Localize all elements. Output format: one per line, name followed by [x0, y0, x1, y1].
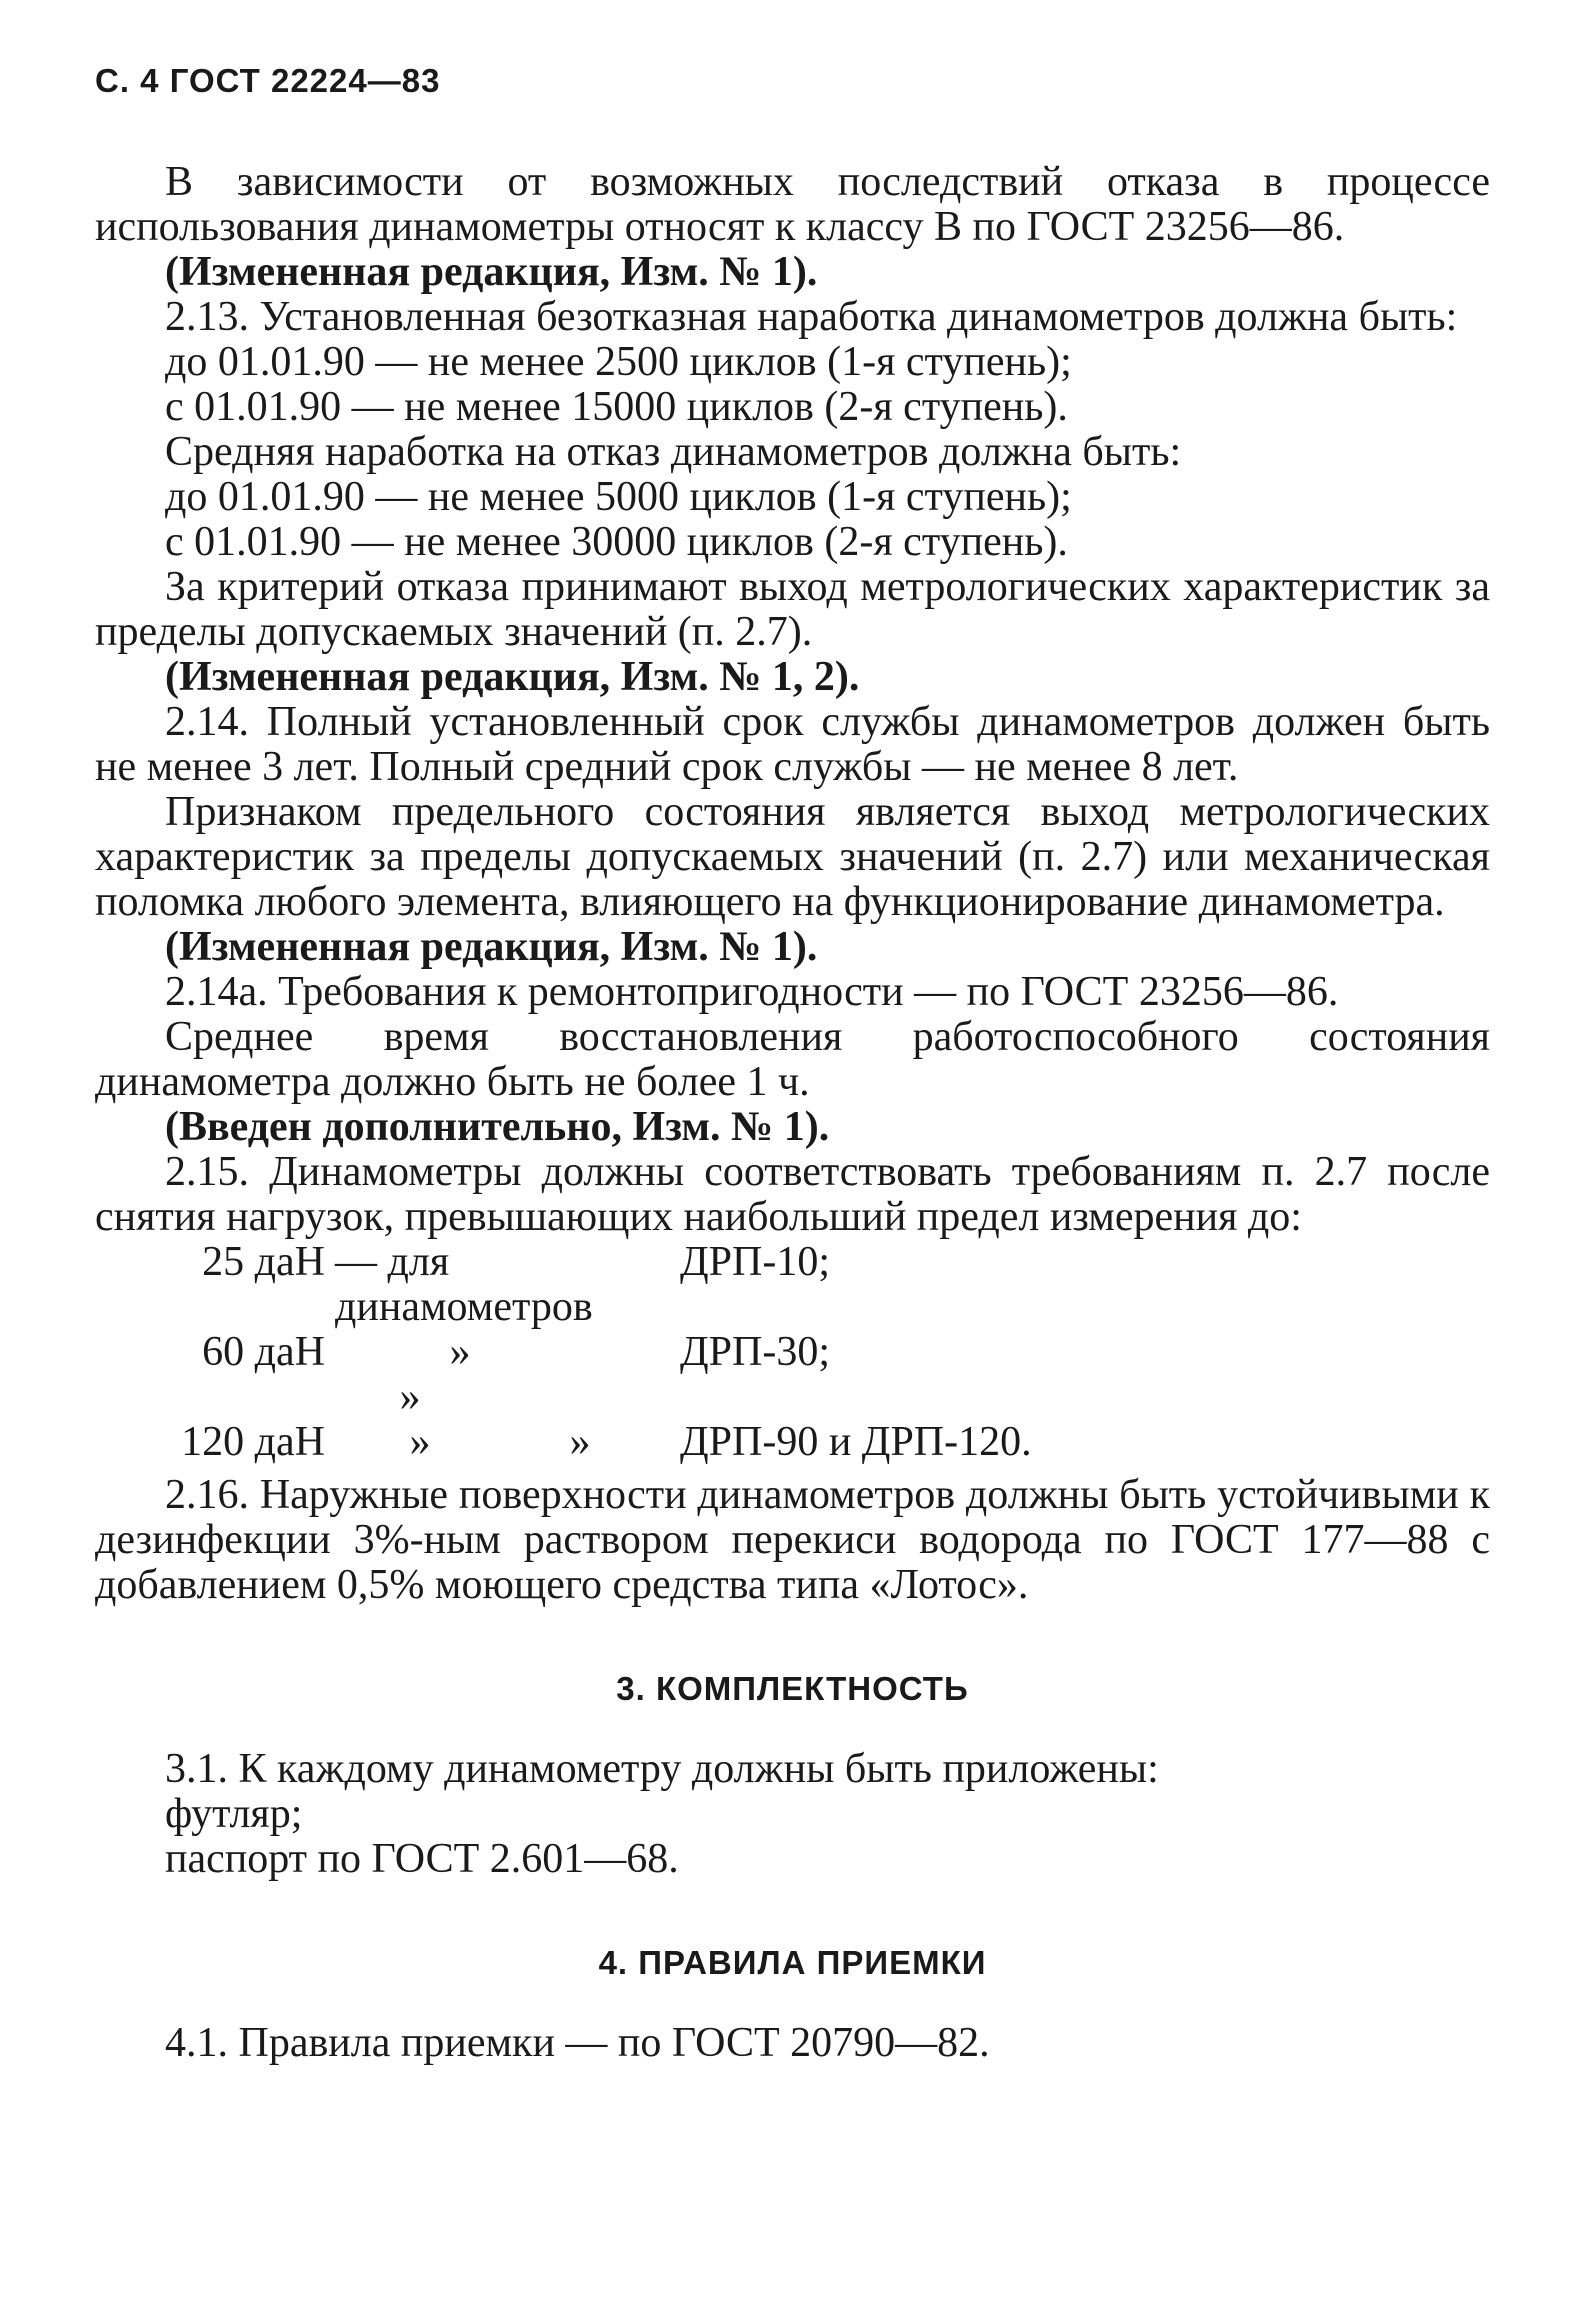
load-cell: 120 даН [181, 1419, 325, 1465]
paragraph-consequences: В зависимости от возможных последствий отказа в процессе использования динамометры относят к классу В по ГОСТ 23256—86. [95, 159, 1490, 250]
paragraph-2-15: 2.15. Динамометры должны соответствовать требованиям п. 2.7 после снятия нагрузок, превышающих наибольший предел измерения до: [95, 1149, 1490, 1240]
section-heading: 3. КОМПЛЕКТНОСТЬ [616, 1670, 969, 1707]
ditto-mark: » [409, 1419, 431, 1465]
list-line: футляр; [165, 1791, 303, 1837]
running-head: С. 4 ГОСТ 22224—83 [95, 62, 441, 99]
model-cell: ДРП-30; [680, 1329, 830, 1375]
model-cell: ДРП-10; [680, 1239, 830, 1285]
edit-note: (Измененная редакция, Изм. № 1, 2). [165, 654, 860, 700]
ditto-mark: » [399, 1374, 421, 1420]
paragraph-failure-criterion: За критерий отказа принимают выход метрологических характеристик за пределы допускаемых значений (п. 2.7). [95, 564, 1490, 655]
table-row [150, 1420, 1032, 1465]
list-line: паспорт по ГОСТ 2.601—68. [165, 1836, 679, 1882]
model-cell: ДРП-90 и ДРП-120. [680, 1419, 1032, 1465]
paragraph-2-16: 2.16. Наружные поверхности динамометров должны быть устойчивыми к дезинфекции 3%-ным раствором перекиси водорода по ГОСТ 177—88 с добавлением 0,5% моющего средства типа «Лотос». [95, 1472, 1490, 1608]
ditto-mark: » [449, 1329, 471, 1375]
list-line: с 01.01.90 — не менее 15000 циклов (2-я ступень). [165, 384, 1068, 430]
load-table [150, 1240, 1032, 1465]
edit-note: (Введен дополнительно, Изм. № 1). [165, 1104, 830, 1150]
table-row [150, 1240, 1032, 1330]
load-cell: 60 даН [202, 1329, 325, 1375]
paragraph-limit-state: Признаком предельного состояния является выход метрологических характеристик за пределы допускаемых значений (п. 2.7) или механическая поломка любого элемента, влияющего на функционирование динамометра. [95, 789, 1490, 925]
purpose-cell: — для динамометров [335, 1239, 593, 1330]
edit-note: (Измененная редакция, Изм. № 1). [165, 249, 818, 295]
section-heading: 4. ПРАВИЛА ПРИЕМКИ [598, 1944, 987, 1981]
document-body [95, 160, 1490, 2066]
ditto-mark: » [569, 1419, 591, 1465]
list-line: с 01.01.90 — не менее 30000 циклов (2-я ступень). [165, 519, 1068, 565]
table-row [150, 1330, 1032, 1420]
paragraph-3-1: 3.1. К каждому динамометру должны быть приложены: [165, 1746, 1159, 1792]
list-line: до 01.01.90 — не менее 5000 циклов (1-я ступень); [165, 474, 1072, 520]
edit-note: (Измененная редакция, Изм. № 1). [165, 924, 818, 970]
paragraph-2-14a: 2.14а. Требования к ремонтопригодности — по ГОСТ 23256—86. [165, 969, 1339, 1015]
paragraph-2-14: 2.14. Полный установленный срок службы динамометров должен быть не менее 3 лет. Полный средний срок службы — не менее 8 лет. [95, 699, 1490, 790]
load-cell: 25 даН [202, 1239, 325, 1285]
list-line: до 01.01.90 — не менее 2500 циклов (1-я ступень); [165, 339, 1072, 385]
list-line: Средняя наработка на отказ динамометров должна быть: [165, 429, 1182, 475]
paragraph-recovery-time: Среднее время восстановления работоспособного состояния динамометра должно быть не более 1 ч. [95, 1014, 1490, 1105]
paragraph-2-13: 2.13. Установленная безотказная наработка динамометров должна быть: [165, 294, 1458, 340]
paragraph-4-1: 4.1. Правила приемки — по ГОСТ 20790—82. [165, 2020, 990, 2066]
